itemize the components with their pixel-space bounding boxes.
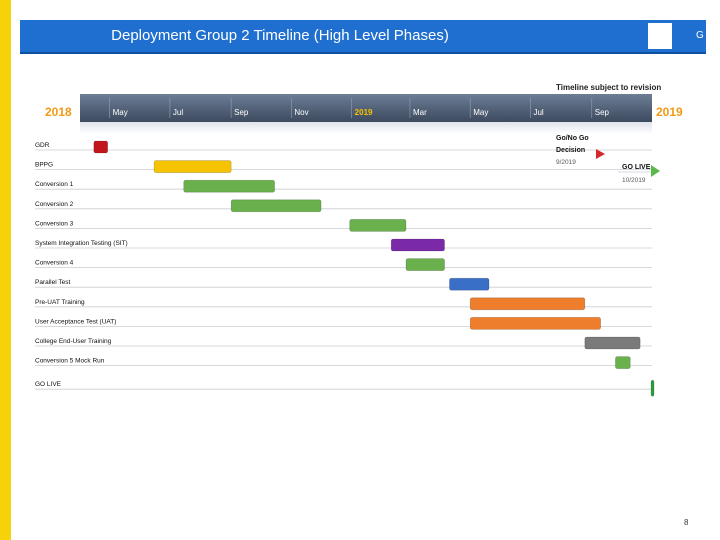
milestone-golive-date: 10/2019	[622, 177, 646, 184]
axis-shelf	[80, 122, 652, 134]
page-title: Deployment Group 2 Timeline (High Level Phases)	[111, 27, 449, 44]
task-label-10: College End-User Training	[35, 338, 112, 345]
milestone-gonogo-title2: Decision	[556, 147, 586, 154]
task-label-4: Conversion 3	[35, 220, 74, 228]
task-label-6: Conversion 4	[35, 259, 74, 267]
task-label-12: GO LIVE	[35, 381, 62, 389]
task-label-3: Conversion 2	[35, 200, 74, 208]
task-label-2: Conversion 1	[35, 181, 74, 189]
task-label-7: Parallel Test	[35, 279, 71, 287]
task-label-9: User Acceptance Test (UAT)	[35, 318, 117, 326]
year-left-label: 2018	[45, 105, 72, 119]
task-bar-1	[154, 161, 231, 173]
axis-tick-label-6: May	[473, 108, 489, 117]
task-bar-4	[350, 219, 406, 231]
axis-tick-label-4: 2019	[354, 108, 373, 117]
task-label-1: BPPG	[35, 161, 54, 169]
axis-tick-label-1: Jul	[172, 108, 184, 117]
axis-tick-label-0: May	[112, 108, 128, 117]
year-right-label: 2019	[656, 105, 683, 119]
axis-tick-label-3: Nov	[294, 108, 309, 117]
task-bar-5	[391, 239, 444, 251]
milestone-gonogo-date: 9/2019	[556, 159, 576, 166]
axis-tick-label-7: Jul	[533, 108, 544, 117]
task-bar-0	[94, 141, 108, 153]
task-bar-7	[449, 278, 489, 290]
task-bar-12	[651, 380, 654, 396]
axis-tick-label-2: Sep	[234, 108, 249, 117]
milestone-golive-title: GO LIVE	[622, 164, 651, 171]
task-label-5: System Integration Testing (SIT)	[35, 240, 128, 247]
milestone-gonogo-title: Go/No Go	[556, 135, 589, 142]
axis-tick-label-8: Sep	[594, 108, 609, 117]
milestone-golive-marker	[651, 165, 660, 177]
axis-tick-label-5: Mar	[412, 108, 427, 117]
task-label-11: Conversion 5 Mock Run	[35, 357, 105, 365]
revision-note: Timeline subject to revision	[556, 83, 662, 92]
task-bar-3	[231, 200, 321, 212]
task-bar-6	[406, 259, 445, 271]
task-bar-9	[470, 317, 600, 329]
task-bar-10	[585, 337, 640, 349]
task-bar-2	[184, 180, 275, 192]
task-label-8: Pre-UAT Training	[35, 298, 85, 306]
milestone-gonogo-marker	[596, 149, 605, 159]
header-letter: G	[696, 30, 704, 41]
task-label-0: GDR	[35, 142, 50, 149]
task-bar-8	[470, 298, 585, 310]
task-bar-11	[615, 357, 630, 369]
page-number: 8	[684, 518, 689, 527]
